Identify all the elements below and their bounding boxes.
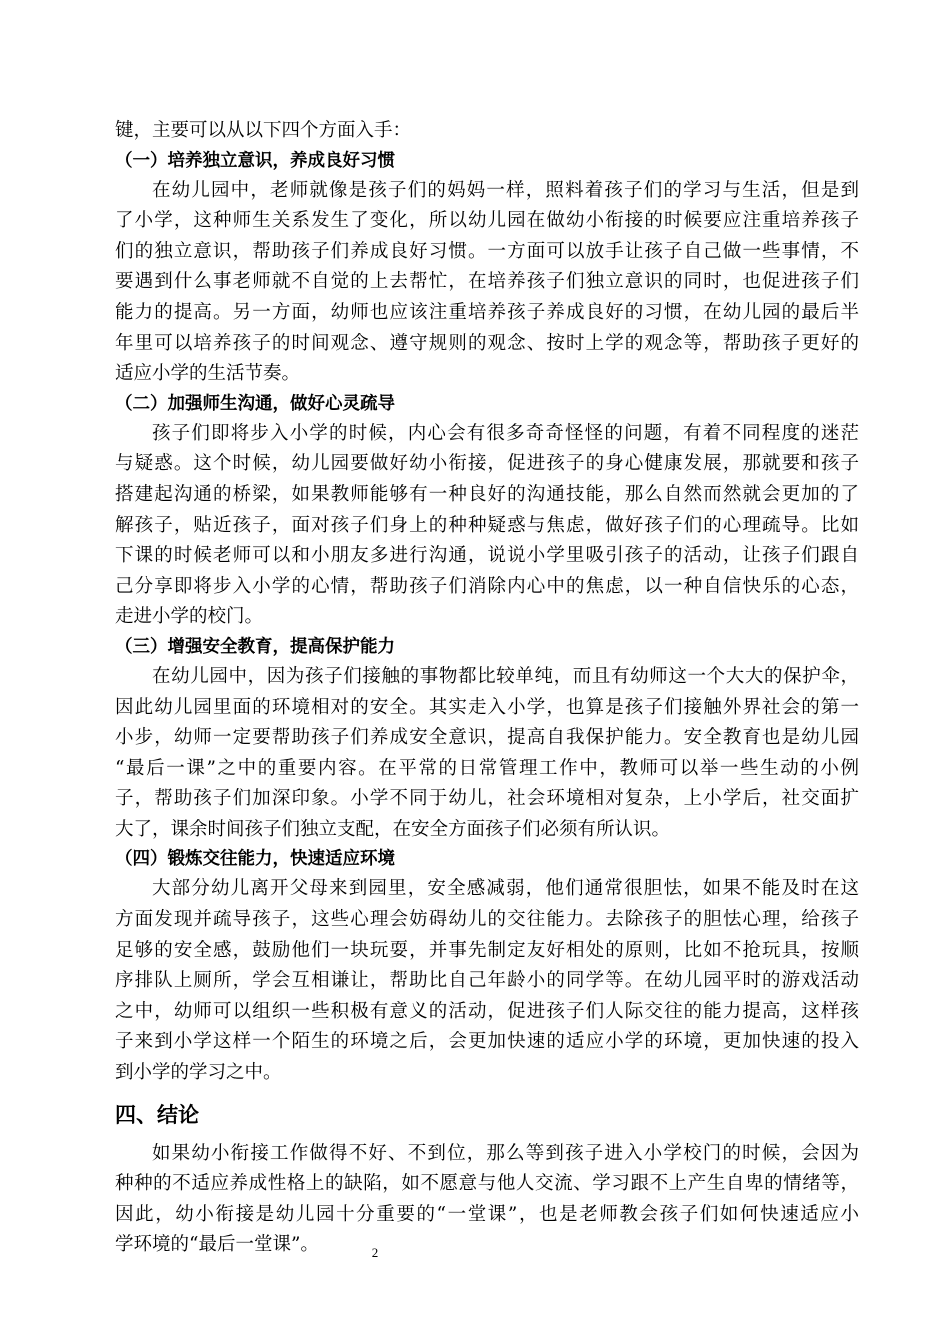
paragraph-line: 搭建起沟通的桥梁，如果教师能够有一种良好的沟通技能，那么自然而然就会更加的了	[115, 483, 859, 505]
paragraph-line: 下课的时候老师可以和小朋友多进行沟通，说说小学里吸引孩子的活动，让孩子们跟自	[115, 545, 859, 567]
paragraph-line: 解孩子，贴近孩子，面对孩子们身上的种种疑惑与焦虑，做好孩子们的心理疏导。比如	[115, 514, 859, 536]
section-heading: （四）锻炼交往能力，快速适应环境	[115, 849, 395, 870]
paragraph-line: 了小学，这种师生关系发生了变化，所以幼儿园在做幼小衔接的时候要应注重培养孩子	[115, 210, 859, 232]
section-heading: （二）加强师生沟通，做好心灵疏导	[115, 393, 395, 414]
section-1	[115, 147, 859, 390]
paragraph-line: 种种的不适应养成性格上的缺陷，如不愿意与他人交流、学习跟不上产生自卑的情绪等，	[115, 1173, 859, 1195]
conclusion-heading: 四、结论	[115, 1102, 199, 1127]
paragraph-line: 学环境的“最后一堂课”。	[115, 1234, 319, 1256]
paragraph-line: 年里可以培养孩子的时间观念、遵守规则的观念、按时上学的观念等，帮助孩子更好的	[115, 332, 859, 354]
paragraph-line: 在幼儿园中，老师就像是孩子们的妈妈一样，照料着孩子们的学习与生活，但是到	[152, 179, 859, 201]
paragraph-line: 孩子们即将步入小学的时候，内心会有很多奇奇怪怪的问题，有着不同程度的迷茫	[152, 422, 859, 444]
paragraph-line: 因此幼儿园里面的环境相对的安全。其实走入小学，也算是孩子们接触外界社会的第一	[115, 696, 859, 718]
paragraph-line: 大了，课余时间孩子们独立支配，在安全方面孩子们必须有所认识。	[115, 818, 671, 840]
intro-line: 键，主要可以从以下四个方面入手：	[115, 120, 412, 141]
paragraph-line: “最后一课”之中的重要内容。在平常的日常管理工作中，教师可以举一些生动的小例	[115, 757, 859, 779]
paragraph-line: 因此，幼小衔接是幼儿园十分重要的“一堂课”，也是老师教会孩子们如何快速适应小	[115, 1203, 859, 1225]
paragraph-line: 之中，幼师可以组织一些积极有意义的活动，促进孩子们人际交往的能力提高，这样孩	[115, 1000, 859, 1022]
paragraph-line: 走进小学的校门。	[115, 606, 264, 628]
section-heading: （三）增强安全教育，提高保护能力	[115, 636, 395, 657]
paragraph-line: 方面发现并疏导孩子，这些心理会妨碍幼儿的交往能力。去除孩子的胆怯心理，给孩子	[115, 909, 859, 931]
conclusion-section	[115, 1093, 859, 1261]
section-4	[115, 845, 859, 1088]
paragraph-line: 如果幼小衔接工作做得不好、不到位，那么等到孩子进入小学校门的时候，会因为	[152, 1142, 859, 1164]
paragraph-line: 序排队上厕所，学会互相谦让，帮助比自己年龄小的同学等。在幼儿园平时的游戏活动	[115, 970, 859, 992]
paragraph-line: 小步，幼师一定要帮助孩子们养成安全意识，提高自我保护能力。安全教育也是幼儿园	[115, 727, 859, 749]
paragraph-line: 要遇到什么事老师就不自觉的上去帮忙，在培养孩子们独立意识的同时，也促进孩子们	[115, 271, 859, 293]
page-number: 2	[371, 1245, 379, 1260]
paragraph-line: 能力的提高。另一方面，幼师也应该注重培养孩子养成良好的习惯，在幼儿园的最后半	[115, 301, 859, 323]
paragraph-line: 适应小学的生活节奏。	[115, 363, 301, 385]
section-2	[115, 390, 859, 633]
paragraph-line: 到小学的学习之中。	[115, 1062, 282, 1084]
section-heading: （一）培养独立意识，养成良好习惯	[115, 150, 395, 171]
paragraph-line: 己分享即将步入小学的心情，帮助孩子们消除内心中的焦虑，以一种自信快乐的心态，	[115, 575, 859, 597]
paragraph-line: 子，帮助孩子们加深印象。小学不同于幼儿，社会环境相对复杂，上小学后，社交面扩	[115, 788, 859, 810]
document-body	[115, 116, 859, 1261]
paragraph-line: 与疑惑。这个时候，幼儿园要做好幼小衔接，促进孩子的身心健康发展，那就要和孩子	[115, 453, 859, 475]
paragraph-line: 大部分幼儿离开父母来到园里，安全感减弱，他们通常很胆怯，如果不能及时在这	[152, 878, 859, 900]
section-3	[115, 633, 859, 846]
paragraph-line: 子来到小学这样一个陌生的环境之后，会更加快速的适应小学的环境，更加快速的投入	[115, 1031, 859, 1053]
paragraph-line: 们的独立意识，帮助孩子们养成良好习惯。一方面可以放手让孩子自己做一些事情，不	[115, 240, 859, 262]
paragraph-line: 在幼儿园中，因为孩子们接触的事物都比较单纯，而且有幼师这一个大大的保护伞，	[152, 665, 859, 687]
paragraph-line: 足够的安全感，鼓励他们一块玩耍，并事先制定友好相处的原则，比如不抢玩具，按顺	[115, 939, 859, 961]
